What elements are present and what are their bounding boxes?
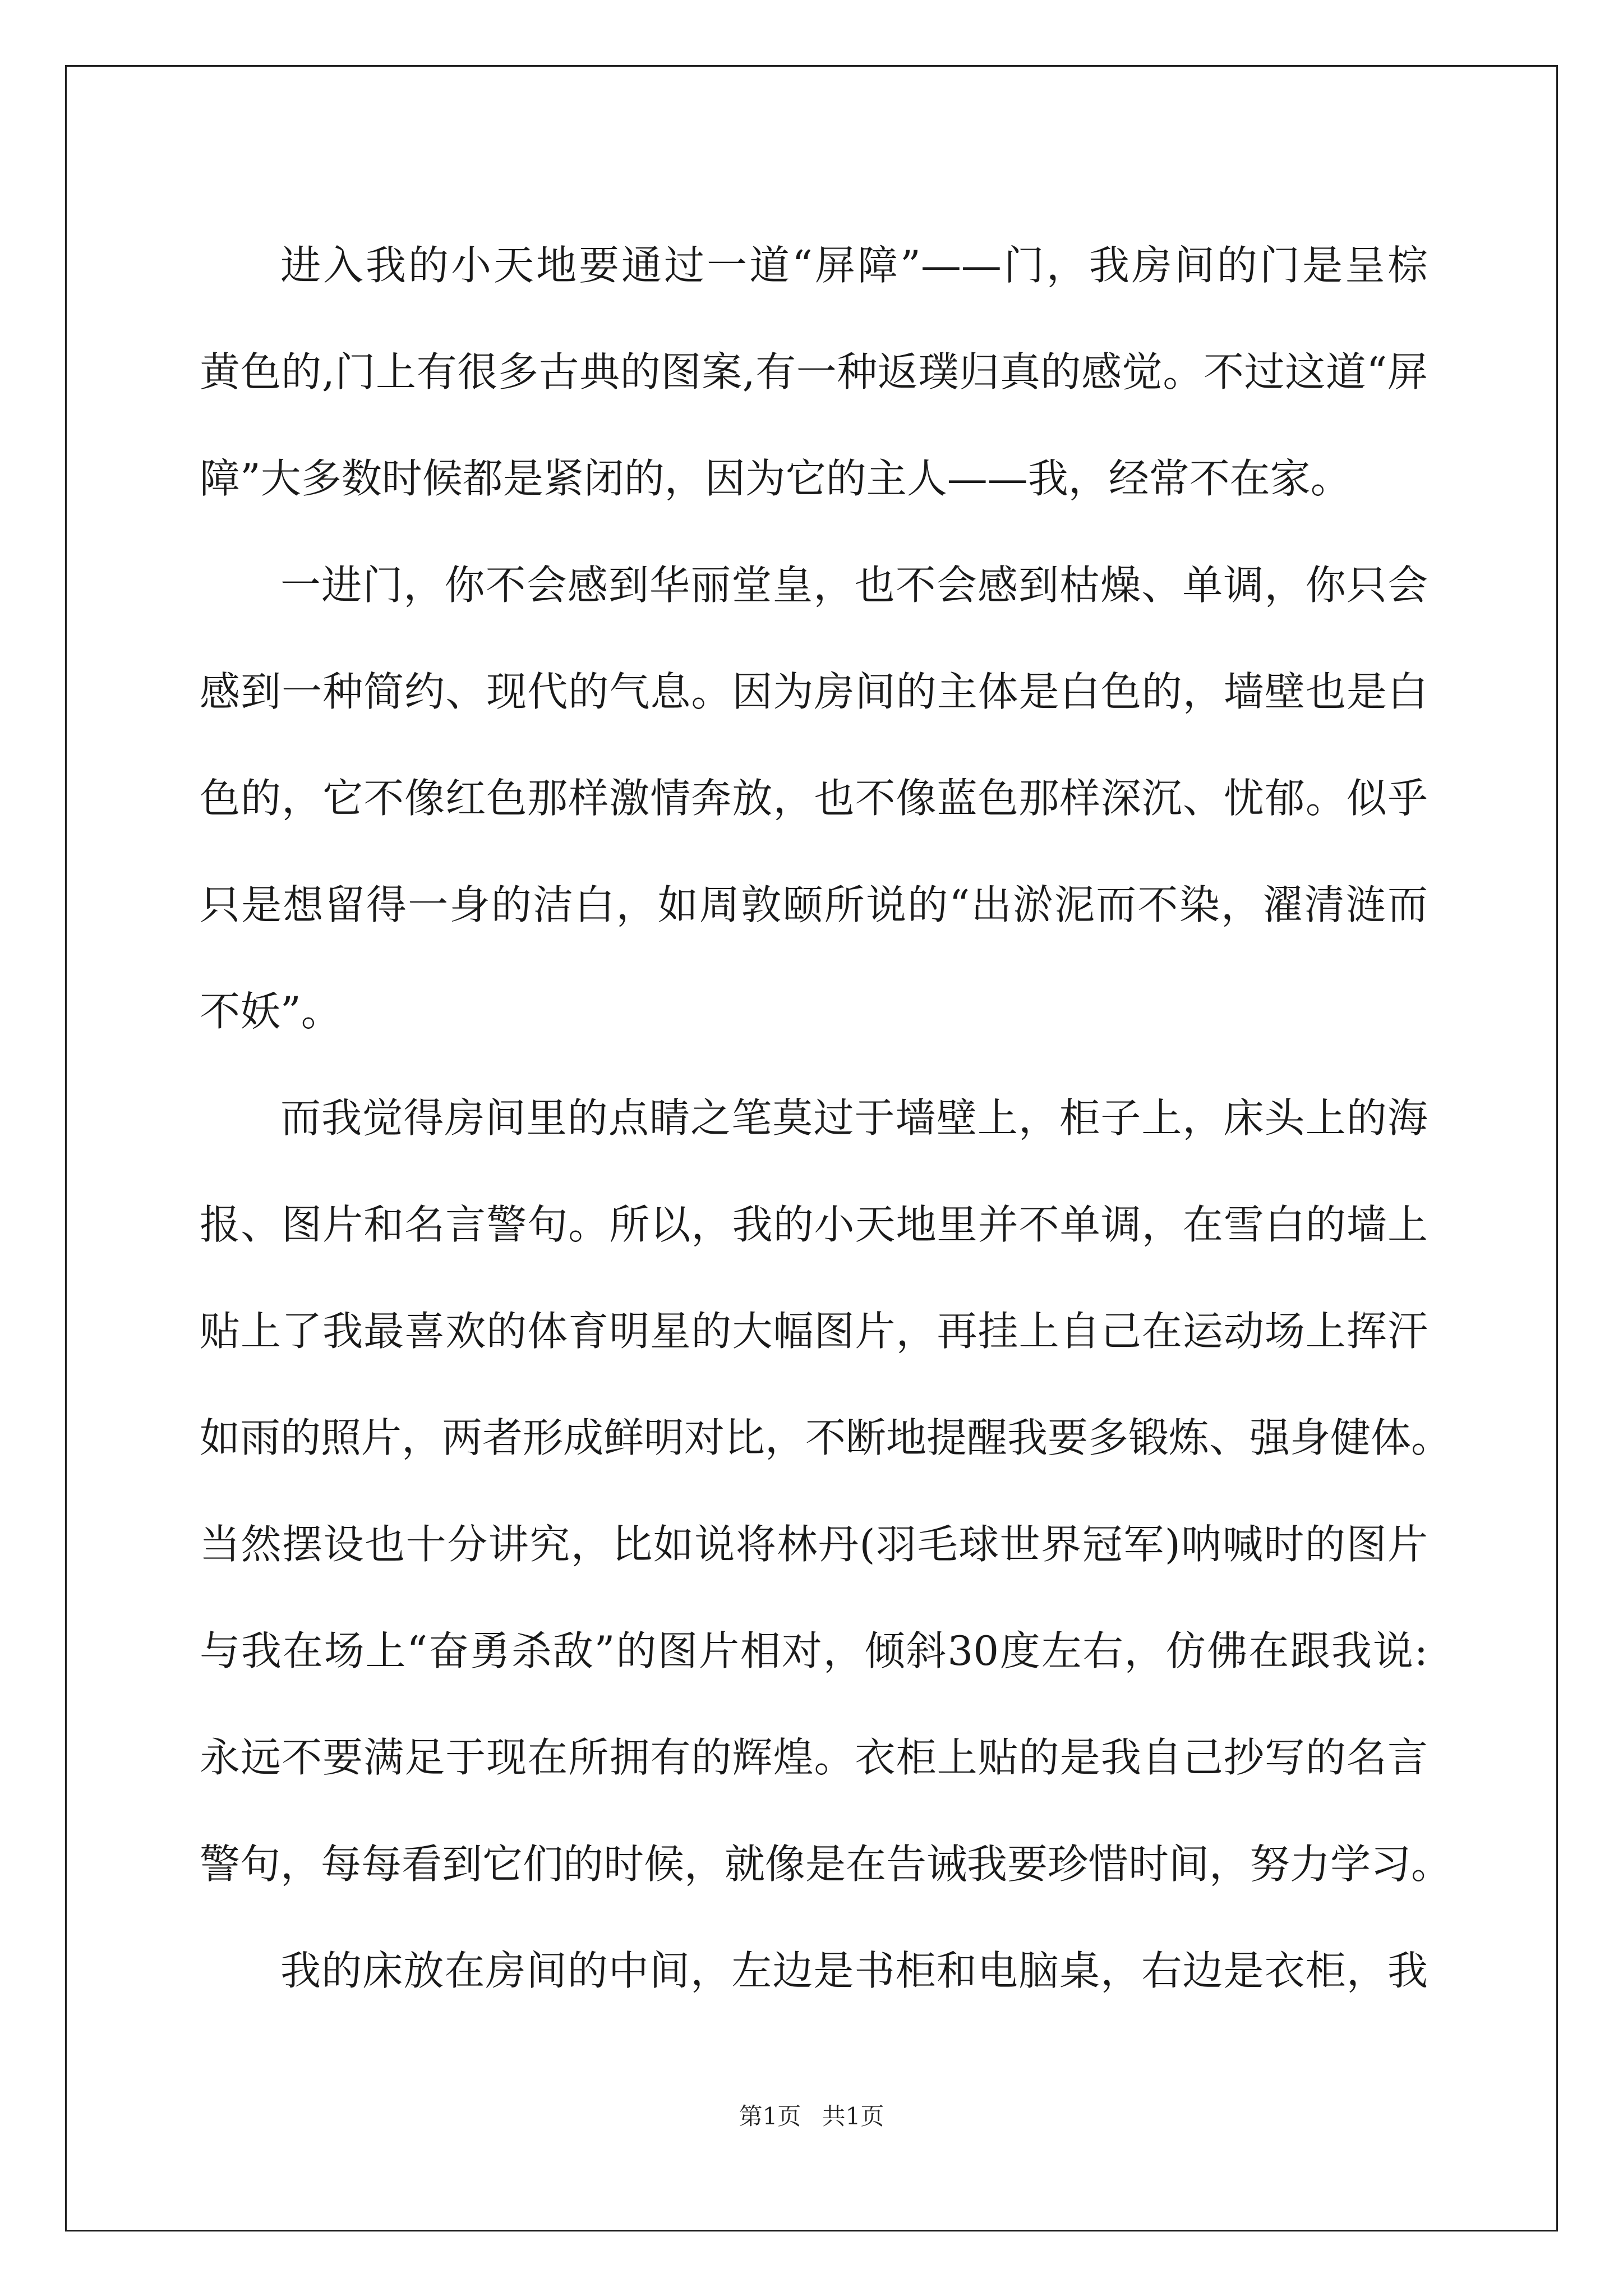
paragraph-3-line-3: 贴上了我最喜欢的体育明星的大幅图片，再挂上自己在运动场上挥汗 [200, 1308, 1428, 1355]
paragraph-2-line-2: 感到一种简约、现代的气息。因为房间的主体是白色的，墙壁也是白 [200, 668, 1428, 715]
paragraph-3-line-7: 永远不要满足于现在所拥有的辉煌。衣柜上贴的是我自己抄写的名言 [200, 1734, 1428, 1781]
paragraph-1-line-2: 黄色的,门上有很多古典的图案,有一种返璞归真的感觉。不过这道“屏 [200, 348, 1428, 395]
paragraph-3-line-1: 而我觉得房间里的点睛之笔莫过于墙壁上，柜子上，床头上的海 [280, 1094, 1428, 1142]
paragraph-3-line-8: 警句，每每看到它们的时候，就像是在告诫我要珍惜时间，努力学习。 [200, 1841, 1452, 1888]
page-total: 共1页 [822, 2102, 884, 2130]
page-footer [0, 2098, 1623, 2132]
paragraph-3-line-2: 报、图片和名言警句。所以，我的小天地里并不单调，在雪白的墙上 [200, 1201, 1428, 1248]
page-number: 第1页 [739, 2102, 801, 2130]
paragraph-1-line-1: 进入我的小天地要通过一道“屏障”——门，我房间的门是呈棕 [280, 242, 1428, 289]
paragraph-2-line-5: 不妖”。 [200, 988, 342, 1035]
paragraph-4-line-1: 我的床放在房间的中间，左边是书柜和电脑桌，右边是衣柜，我 [280, 1947, 1428, 1994]
paragraph-1-line-3: 障”大多数时候都是紧闭的，因为它的主人——我，经常不在家。 [200, 455, 1351, 502]
document-body [200, 212, 1452, 2024]
paragraph-2-line-3: 色的，它不像红色那样激情奔放，也不像蓝色那样深沉、忧郁。似乎 [200, 775, 1428, 822]
paragraph-3-line-4: 如雨的照片，两者形成鲜明对比，不断地提醒我要多锻炼、强身健体。 [200, 1414, 1452, 1461]
paragraph-3-line-6: 与我在场上“奋勇杀敌”的图片相对，倾斜30度左右，仿佛在跟我说: [200, 1627, 1428, 1674]
paragraph-3-line-5: 当然摆设也十分讲究，比如说将林丹(羽毛球世界冠军)呐喊时的图片 [200, 1521, 1428, 1568]
paragraph-2-line-1: 一进门，你不会感到华丽堂皇，也不会感到枯燥、单调，你只会 [280, 562, 1428, 609]
paragraph-2-line-4: 只是想留得一身的洁白，如周敦颐所说的“出淤泥而不染，濯清涟而 [200, 881, 1428, 928]
